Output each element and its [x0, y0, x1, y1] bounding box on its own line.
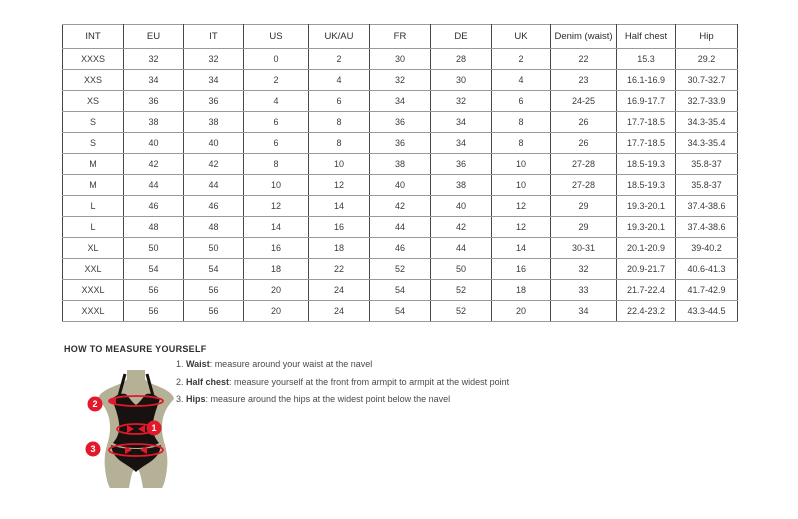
size-cell: 44 — [370, 217, 431, 238]
size-cell: 10 — [492, 175, 551, 196]
size-cell: 38 — [184, 112, 244, 133]
size-cell: L — [63, 217, 124, 238]
size-cell: 32.7-33.9 — [676, 91, 738, 112]
size-cell: 34.3-35.4 — [676, 112, 738, 133]
size-cell: 54 — [124, 259, 184, 280]
size-cell: 52 — [431, 280, 492, 301]
column-header: INT — [63, 25, 124, 49]
size-cell: 34 — [431, 133, 492, 154]
size-cell: 8 — [492, 133, 551, 154]
size-cell: 40 — [124, 133, 184, 154]
size-cell: 16 — [244, 238, 309, 259]
size-cell: 8 — [244, 154, 309, 175]
size-cell: XXXL — [63, 301, 124, 322]
size-cell: XS — [63, 91, 124, 112]
size-cell: 14 — [244, 217, 309, 238]
step-number: 3. — [176, 394, 187, 404]
size-cell: 33 — [551, 280, 617, 301]
step-text: : measure around your waist at the navel — [209, 359, 373, 369]
size-row — [63, 70, 738, 91]
size-cell: S — [63, 133, 124, 154]
size-cell: M — [63, 154, 124, 175]
size-cell: 10 — [244, 175, 309, 196]
size-cell: 8 — [309, 133, 370, 154]
size-row — [63, 196, 738, 217]
size-cell: 20 — [492, 301, 551, 322]
size-cell: 46 — [184, 196, 244, 217]
size-cell: 48 — [124, 217, 184, 238]
size-row — [63, 133, 738, 154]
size-row — [63, 280, 738, 301]
size-row — [63, 217, 738, 238]
size-cell: 2 — [309, 49, 370, 70]
size-cell: S — [63, 112, 124, 133]
size-cell: 6 — [309, 91, 370, 112]
size-cell: 32 — [124, 49, 184, 70]
size-cell: 24-25 — [551, 91, 617, 112]
size-cell: 50 — [124, 238, 184, 259]
column-header: Denim (waist) — [551, 25, 617, 49]
size-cell: 16.1-16.9 — [617, 70, 676, 91]
size-row — [63, 112, 738, 133]
column-header: EU — [124, 25, 184, 49]
size-cell: 50 — [431, 259, 492, 280]
size-cell: 38 — [370, 154, 431, 175]
size-cell: 12 — [309, 175, 370, 196]
waist-badge-number: 1 — [151, 423, 157, 433]
size-cell: 48 — [184, 217, 244, 238]
size-cell: 20.9-21.7 — [617, 259, 676, 280]
size-cell: 41.7-42.9 — [676, 280, 738, 301]
size-cell: 16 — [492, 259, 551, 280]
size-cell: 6 — [244, 112, 309, 133]
size-cell: 24 — [309, 301, 370, 322]
size-row — [63, 238, 738, 259]
size-cell: 6 — [244, 133, 309, 154]
size-cell: 56 — [124, 301, 184, 322]
size-cell: 21.7-22.4 — [617, 280, 676, 301]
size-cell: 36 — [370, 133, 431, 154]
size-cell: 56 — [184, 301, 244, 322]
size-cell: 42 — [431, 217, 492, 238]
size-cell: 40 — [431, 196, 492, 217]
size-cell: 30.7-32.7 — [676, 70, 738, 91]
size-cell: 42 — [184, 154, 244, 175]
size-cell: 18.5-19.3 — [617, 175, 676, 196]
size-cell: 19.3-20.1 — [617, 196, 676, 217]
size-cell: 52 — [431, 301, 492, 322]
size-cell: 10 — [492, 154, 551, 175]
size-cell: 4 — [244, 91, 309, 112]
size-cell: 22.4-23.2 — [617, 301, 676, 322]
size-cell: 14 — [492, 238, 551, 259]
size-cell: 36 — [370, 112, 431, 133]
size-cell: 22 — [551, 49, 617, 70]
column-header: Hip — [676, 25, 738, 49]
step-label: Waist — [186, 359, 210, 369]
size-cell: 8 — [309, 112, 370, 133]
column-header: UK — [492, 25, 551, 49]
hips-badge — [86, 442, 101, 457]
waist-badge — [147, 421, 162, 436]
size-cell: 30 — [370, 49, 431, 70]
size-cell: XXL — [63, 259, 124, 280]
size-cell: 29 — [551, 196, 617, 217]
size-cell: 30 — [431, 70, 492, 91]
size-cell: 50 — [184, 238, 244, 259]
size-cell: 4 — [492, 70, 551, 91]
size-cell: 0 — [244, 49, 309, 70]
size-cell: 34 — [370, 91, 431, 112]
size-cell: 54 — [370, 301, 431, 322]
size-table-body — [63, 49, 738, 322]
size-cell: XXS — [63, 70, 124, 91]
size-cell: 17.7-18.5 — [617, 133, 676, 154]
size-row — [63, 91, 738, 112]
size-cell: 17.7-18.5 — [617, 112, 676, 133]
size-cell: 40 — [370, 175, 431, 196]
size-cell: 16 — [309, 217, 370, 238]
size-cell: 6 — [492, 91, 551, 112]
size-cell: 44 — [431, 238, 492, 259]
size-cell: 32 — [431, 91, 492, 112]
size-cell: 40.6-41.3 — [676, 259, 738, 280]
size-cell: 26 — [551, 112, 617, 133]
step-number: 1. — [176, 359, 187, 369]
measure-step — [176, 395, 509, 404]
size-cell: XL — [63, 238, 124, 259]
column-header: US — [244, 25, 309, 49]
size-row — [63, 259, 738, 280]
measure-step — [176, 360, 509, 369]
size-cell: 26 — [551, 133, 617, 154]
size-cell: 38 — [431, 175, 492, 196]
size-cell: 12 — [492, 217, 551, 238]
hips-badge-number: 3 — [90, 444, 96, 454]
size-cell: 12 — [492, 196, 551, 217]
size-cell: L — [63, 196, 124, 217]
size-cell: 34 — [184, 70, 244, 91]
size-cell: 38 — [124, 112, 184, 133]
size-cell: 56 — [124, 280, 184, 301]
column-header: UK/AU — [309, 25, 370, 49]
size-table-header-row — [63, 25, 738, 49]
column-header: Half chest — [617, 25, 676, 49]
size-cell: 44 — [184, 175, 244, 196]
size-cell: 56 — [184, 280, 244, 301]
size-cell: M — [63, 175, 124, 196]
size-cell: 20 — [244, 301, 309, 322]
size-cell: 54 — [184, 259, 244, 280]
size-cell: 34 — [431, 112, 492, 133]
size-cell: 18 — [244, 259, 309, 280]
size-cell: 4 — [309, 70, 370, 91]
size-row — [63, 49, 738, 70]
size-cell: 18 — [492, 280, 551, 301]
size-cell: 22 — [309, 259, 370, 280]
size-cell: 52 — [370, 259, 431, 280]
size-cell: 43.3-44.5 — [676, 301, 738, 322]
size-cell: 29 — [551, 217, 617, 238]
size-cell: 14 — [309, 196, 370, 217]
size-cell: 40 — [184, 133, 244, 154]
size-cell: 34 — [124, 70, 184, 91]
size-cell: 23 — [551, 70, 617, 91]
step-label: Hips — [186, 394, 206, 404]
size-cell: 46 — [124, 196, 184, 217]
size-cell: 36 — [431, 154, 492, 175]
size-cell: 24 — [309, 280, 370, 301]
size-cell: 32 — [184, 49, 244, 70]
size-cell: 20.1-20.9 — [617, 238, 676, 259]
size-cell: 44 — [124, 175, 184, 196]
size-cell: 15.3 — [617, 49, 676, 70]
size-cell: 19.3-20.1 — [617, 217, 676, 238]
size-cell: 8 — [492, 112, 551, 133]
column-header: IT — [184, 25, 244, 49]
size-cell: 46 — [370, 238, 431, 259]
size-cell: 42 — [370, 196, 431, 217]
size-cell: 18 — [309, 238, 370, 259]
size-cell: 42 — [124, 154, 184, 175]
size-cell: 18.5-19.3 — [617, 154, 676, 175]
size-cell: 12 — [244, 196, 309, 217]
measure-step — [176, 378, 509, 387]
size-cell: 32 — [551, 259, 617, 280]
size-cell: 27-28 — [551, 175, 617, 196]
size-chart-table — [62, 24, 738, 322]
size-cell: 35.8-37 — [676, 154, 738, 175]
size-cell: 36 — [184, 91, 244, 112]
size-cell: XXXL — [63, 280, 124, 301]
size-cell: 20 — [244, 280, 309, 301]
size-cell: 37.4-38.6 — [676, 217, 738, 238]
size-cell: 54 — [370, 280, 431, 301]
step-label: Half chest — [186, 376, 230, 387]
size-cell: 39-40.2 — [676, 238, 738, 259]
half-chest-badge — [88, 397, 103, 412]
column-header: DE — [431, 25, 492, 49]
measure-heading: HOW TO MEASURE YOURSELF — [64, 344, 207, 354]
size-cell: 32 — [370, 70, 431, 91]
column-header: FR — [370, 25, 431, 49]
size-row — [63, 175, 738, 196]
size-cell: 2 — [244, 70, 309, 91]
size-cell: 28 — [431, 49, 492, 70]
size-cell: XXXS — [63, 49, 124, 70]
size-cell: 27-28 — [551, 154, 617, 175]
size-cell: 35.8-37 — [676, 175, 738, 196]
size-cell: 2 — [492, 49, 551, 70]
size-cell: 10 — [309, 154, 370, 175]
size-cell: 34 — [551, 301, 617, 322]
size-cell: 29.2 — [676, 49, 738, 70]
size-cell: 37.4-38.6 — [676, 196, 738, 217]
step-number: 2. — [176, 376, 187, 387]
measure-steps — [176, 360, 509, 413]
step-text: : measure around the hips at the widest point below the navel — [205, 394, 451, 404]
size-cell: 34.3-35.4 — [676, 133, 738, 154]
half-chest-badge-number: 2 — [92, 399, 98, 409]
size-cell: 30-31 — [551, 238, 617, 259]
size-row — [63, 154, 738, 175]
step-text: : measure yourself at the front from armpit to armpit at the widest point — [229, 376, 510, 387]
size-row — [63, 301, 738, 322]
size-cell: 36 — [124, 91, 184, 112]
size-cell: 16.9-17.7 — [617, 91, 676, 112]
